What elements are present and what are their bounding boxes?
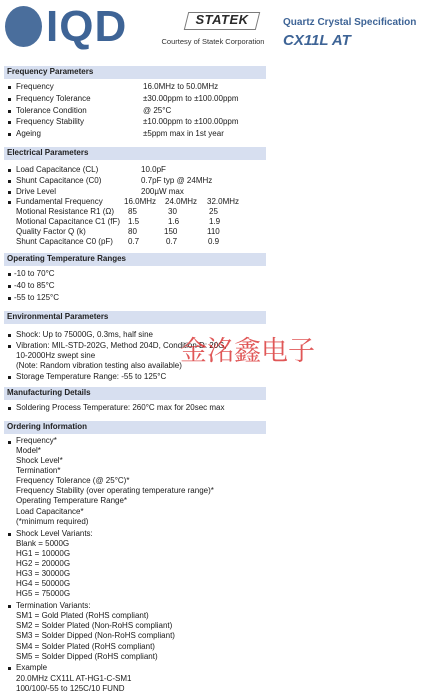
section-header-electrical [4,147,266,160]
courtesy-text: Courtesy of Statek Corporation [161,37,265,46]
table-cell: 0.7 [128,237,140,246]
order-item: Operating Temperature Range* [16,496,128,505]
order-item: Frequency Tolerance (@ 25°C)* [16,476,130,485]
env-item: Shock: Up to 75000G, 0.3ms, half sine [16,330,153,339]
order-item: HG1 = 10000G [16,549,71,558]
bullet [8,133,11,136]
order-item: Load Capacitance* [16,507,84,516]
param-value: 10.0pF [141,165,166,174]
table-cell: 150 [164,227,178,236]
param-value: @ 25°C [143,106,172,115]
order-item: Model* [16,446,41,455]
order-item: Shock Level* [16,456,63,465]
bullet [8,376,11,379]
table-cell: 0.9 [208,237,220,246]
statek-logo-text: STATEK [195,12,249,27]
section-header-environmental [4,311,266,324]
table-cell: 0.7 [166,237,178,246]
param-label: Frequency Stability [16,117,85,126]
order-example-code: 20.0MHz CX11L AT-HG1-C-SM1 [16,674,132,683]
param-value: ±30.00ppm to ±100.00ppm [143,94,239,103]
bullet [8,667,11,670]
table-col-header: 16.0MHz [124,197,157,206]
bullet [8,110,11,113]
param-label: Frequency [16,82,54,91]
bullet [8,180,11,183]
section-header-temperature [4,253,266,266]
order-item: HG2 = 20000G [16,559,71,568]
bullet [8,169,11,172]
mfg-item: Soldering Process Temperature: 260°C max for 20sec max [16,403,225,412]
temp-range: -40 to 85°C [14,281,55,290]
env-item: 10-2000Hz swept sine [16,351,96,360]
order-item: Frequency* [16,436,57,445]
param-label: Frequency Tolerance [16,94,91,103]
order-item: Example [16,663,48,672]
param-label: Load Capacitance (CL) [16,165,99,174]
table-row-label: Motional Resistance R1 (Ω) [16,207,115,216]
section-title: Environmental Parameters [7,312,109,321]
order-item: SM5 = Solder Dipped (RoHS compliant) [16,652,158,661]
param-value: ±10.00ppm to ±100.00ppm [143,117,239,126]
param-label: Tolerance Condition [16,106,87,115]
section-header-ordering [4,421,266,434]
bullet [8,334,11,337]
table-header-label: Fundamental Frequency [16,197,103,206]
section-title: Frequency Parameters [7,67,94,76]
order-item: SM3 = Solder Dipped (Non-RoHS compliant) [16,631,175,640]
table-cell: 80 [128,227,137,236]
param-value: 16.0MHz to 50.0MHz [143,82,219,91]
param-value: ±5ppm max in 1st year [143,129,224,138]
statek-logo [168,8,276,34]
table-cell: 110 [207,227,220,236]
order-example-code: 100/100/-55 to 125C/10 FUND [16,684,125,693]
table-cell: 25 [209,207,218,216]
env-item: Storage Temperature Range: -55 to 125°C [16,372,167,381]
env-note: (Note: Random vibration testing also available) [16,361,182,370]
bullet [8,297,11,300]
part-number: CX11L AT [283,32,351,49]
section-header-frequency [4,66,266,79]
table-cell: 30 [168,207,177,216]
section-title: Ordering Information [7,422,87,431]
order-item: SM1 = Gold Plated (RoHS compliant) [16,611,149,620]
bullet [8,86,11,89]
table-cell: 1.5 [128,217,140,226]
table-cell: 1.9 [209,217,221,226]
bullet [8,273,11,276]
order-item: Frequency Stability (over operating temperature range)* [16,486,214,495]
section-title: Electrical Parameters [7,148,89,157]
order-item: SM4 = Solder Plated (RoHS compliant) [16,642,155,651]
table-cell: 85 [128,207,137,216]
section-header-manufacturing [4,387,266,400]
order-item: Termination* [16,466,61,475]
iqd-logo-mark [5,6,42,47]
table-col-header: 32.0MHz [207,197,240,206]
section-title: Operating Temperature Ranges [7,254,126,263]
bullet [8,345,11,348]
bullet [8,605,11,608]
order-item: Shock Level Variants: [16,529,93,538]
order-item: Termination Variants: [16,601,91,610]
bullet [8,191,11,194]
section-title: Manufacturing Details [7,388,91,397]
temp-range: -10 to 70°C [14,269,55,278]
temp-range: -55 to 125°C [14,293,60,302]
order-item: SM2 = Solder Plated (Non-RoHS compliant) [16,621,173,630]
order-item: HG5 = 75000G [16,589,71,598]
table-cell: 1.6 [168,217,180,226]
bullet [8,285,11,288]
order-note: (*minimum required) [16,517,89,526]
doc-title: Quartz Crystal Specification [283,17,417,28]
table-col-header: 24.0MHz [165,197,198,206]
order-item: HG3 = 30000G [16,569,71,578]
iqd-logo-text: IQD [46,2,128,51]
bullet [8,441,11,444]
table-row-label: Shunt Capacitance C0 (pF) [16,237,113,246]
bullet [8,121,11,124]
param-label: Ageing [16,129,41,138]
param-value: 0.7pF typ @ 24MHz [141,176,213,185]
order-item: Blank = 5000G [16,539,70,548]
bullet [8,407,11,410]
param-label: Shunt Capacitance (C0) [16,176,102,185]
bullet [8,98,11,101]
bullet [8,533,11,536]
watermark: 金洺鑫电子 [180,336,315,367]
order-item: HG4 = 50000G [16,579,71,588]
table-row-label: Quality Factor Q (k) [16,227,86,236]
table-row-label: Motional Capacitance C1 (fF) [16,217,121,226]
param-label: Drive Level [16,187,57,196]
bullet [8,201,11,204]
env-item: Vibration: MIL-STD-202G, Method 204D, Condition D: 20G, [16,341,227,350]
param-value: 200µW max [141,187,184,196]
